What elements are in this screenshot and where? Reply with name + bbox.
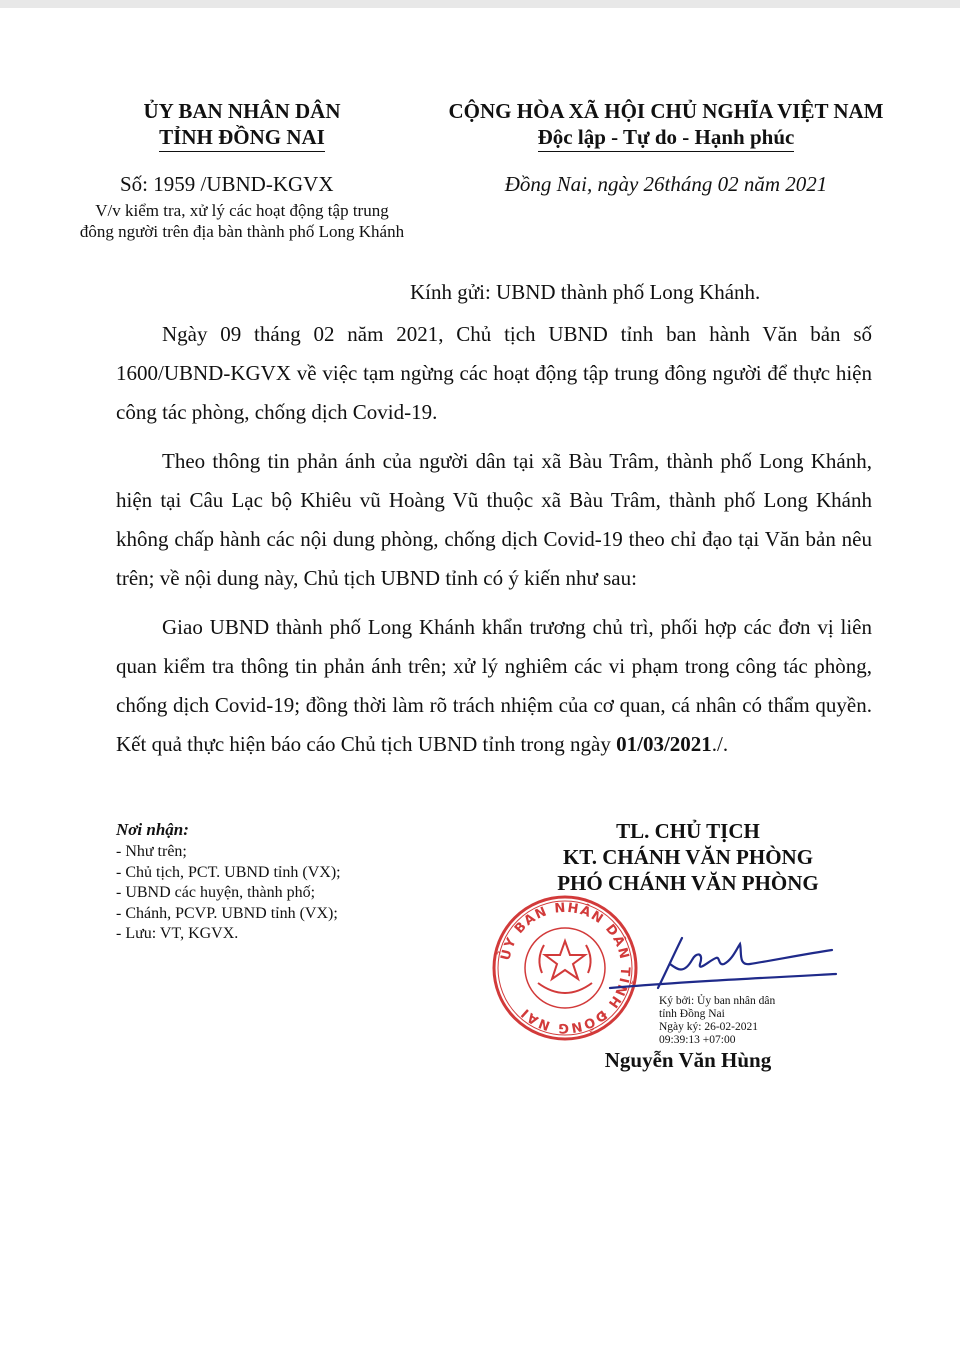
handwritten-signature [600, 930, 840, 1000]
recipients-item: - Lưu: VT, KGVX. [116, 925, 239, 942]
digital-signer: Ký bởi: Ủy ban nhân dân [659, 995, 776, 1007]
subject-line2: đông người trên địa bàn thành phố Long Khánh [79, 222, 405, 241]
issuer-line1: ỦY BAN NHÂN DÂN [143, 99, 341, 123]
paragraph-3 [116, 608, 872, 764]
seal-star-icon [545, 941, 585, 979]
subject-line1: V/v kiểm tra, xử lý các hoạt động tập trung [95, 201, 389, 220]
recipients-list [116, 842, 341, 945]
digital-sign-time: 09:39:13 +07:00 [659, 1034, 736, 1046]
national-title: CỘNG HÒA XÃ HỘI CHỦ NGHĨA VIỆT NAM [448, 99, 884, 123]
paragraph-1: Ngày 09 tháng 02 năm 2021, Chủ tịch UBND tỉnh ban hành Văn bản số 1600/UBND-KGVX về việc tạm ngừng các hoạt động tập trung đông người để thực hiện công tác phòng, chống dịch Covid-19. [116, 322, 872, 424]
digital-signer-province: tỉnh Đồng Nai [659, 1008, 725, 1020]
signature-title-3: PHÓ CHÁNH VĂN PHÒNG [557, 871, 819, 895]
deadline-date: 01/03/2021 [616, 732, 712, 756]
motto-wrap [440, 124, 892, 152]
recipients-item: - Chủ tịch, PCT. UBND tỉnh (VX); [116, 863, 341, 881]
recipients-item: - UBND các huyện, thành phố; [116, 884, 316, 901]
recipient-line: Kính gửi: UBND thành phố Long Khánh. [410, 280, 761, 304]
seal-text: ỦY BAN NHÂN DÂN TỈNH ĐỒNG NAI [498, 900, 633, 1036]
issuer-line2-wrap [110, 124, 374, 152]
recipients-list-title: Nơi nhận: [116, 820, 189, 839]
signer-name: Nguyễn Văn Hùng [604, 1048, 772, 1072]
signature-title-1: TL. CHỦ TỊCH [616, 819, 760, 843]
recipients-item: - Như trên; [116, 843, 187, 860]
recipients-item: - Chánh, PCVP. UBND tỉnh (VX); [116, 904, 338, 922]
document-number: Số: 1959 /UBND-KGVX [120, 172, 334, 196]
paragraph-3-text: Giao UBND thành phố Long Khánh khẩn trương chủ trì, phối hợp các đơn vị liên quan kiểm tra thông tin phản ánh trên; xử lý nghiêm các vi phạm trong công tác phòng, chống dịch Covid-19; đồng thời làm rõ trách nhiệm của cơ quan, cá nhân có thẩm quyền. Kết quả thực hiện báo cáo Chủ tịch UBND tỉnh trong ngày [116, 615, 872, 756]
scan-top-border [0, 0, 960, 8]
signature-title-2: KT. CHÁNH VĂN PHÒNG [562, 845, 814, 869]
document-date: Đồng Nai, ngày 26tháng 02 năm 2021 [504, 172, 828, 196]
digital-sign-date: Ngày ký: 26-02-2021 [659, 1021, 759, 1033]
paragraph-3-end: ./. [711, 732, 729, 756]
seal-gear-icon [538, 983, 592, 993]
national-motto: Độc lập - Tự do - Hạnh phúc [538, 124, 795, 152]
paragraph-2: Theo thông tin phản ánh của người dân tại xã Bàu Trâm, thành phố Long Khánh, hiện tại Câu Lạc bộ Khiêu vũ Hoàng Vũ thuộc xã Bàu Trâm, thành phố Long Khánh không chấp hành các nội dung phòng, chống dịch Covid-19 theo chỉ đạo tại Văn bản nêu trên; về nội dung này, Chủ tịch UBND tỉnh có ý kiến như sau: [116, 449, 872, 590]
issuer-line2: TỈNH ĐỒNG NAI [159, 124, 325, 152]
signature-ink-stroke [610, 938, 836, 988]
